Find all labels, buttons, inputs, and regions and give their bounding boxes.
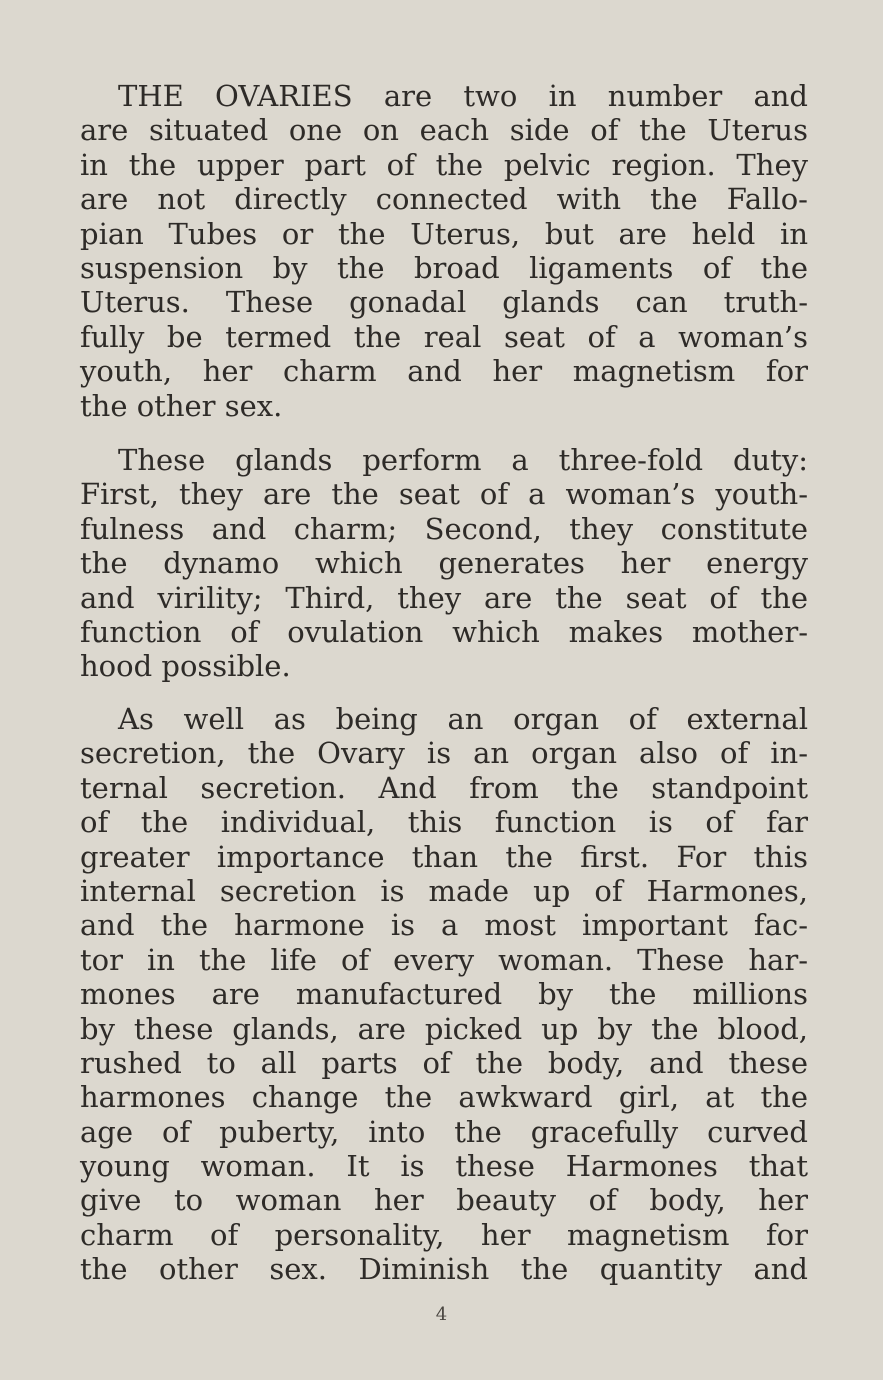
text-line: greater importance than the first. For this — [80, 839, 808, 874]
text-line: Uterus. These gonadal glands can truth- — [80, 285, 808, 320]
text-line: are not directly connected with the Fallo- — [80, 182, 808, 217]
text-line: These glands perform a three-fold duty: — [118, 443, 808, 477]
text-line: of the individual, this function is of far — [80, 805, 808, 840]
paragraph-three-fold-duty — [80, 443, 808, 684]
text-line: internal secretion is made up of Harmones, — [80, 873, 808, 908]
text-line: tor in the life of every woman. These har- — [80, 942, 808, 977]
text-line: the dynamo which generates her energy — [80, 546, 808, 581]
text-line: ternal secretion. And from the standpoint — [80, 770, 808, 805]
text-line: THE OVARIES are two in number and — [118, 79, 808, 113]
text-line: secretion, the Ovary is an organ also of in- — [80, 736, 808, 771]
text-line: and the harmone is a most important fac- — [80, 908, 808, 943]
text-line: charm of personality, her magnetism for — [80, 1217, 808, 1252]
text-line: by these glands, are picked up by the blood, — [80, 1011, 808, 1046]
text-line: fully be termed the real seat of a woman’s — [80, 319, 808, 354]
text-line: hood possible. — [80, 649, 291, 684]
text-line: the other sex. — [80, 388, 283, 423]
text-line: give to woman her beauty of body, her — [80, 1183, 808, 1218]
text-line: pian Tubes or the Uterus, but are held in — [80, 216, 808, 251]
text-line: the other sex. Diminish the quantity and — [80, 1252, 808, 1287]
paragraph-ovaries-intro — [80, 79, 808, 423]
text-line: age of puberty, into the gracefully curved — [80, 1114, 808, 1149]
text-line: As well as being an organ of external — [118, 702, 808, 736]
text-line: young woman. It is these Harmones that — [80, 1149, 808, 1184]
text-line: harmones change the awkward girl, at the — [80, 1080, 808, 1115]
text-line: fulness and charm; Second, they constitute — [80, 511, 808, 546]
paragraph-internal-secretion — [80, 702, 808, 1287]
text-line: suspension by the broad ligaments of the — [80, 250, 808, 285]
text-line: youth, her charm and her magnetism for — [80, 354, 808, 389]
text-line: rushed to all parts of the body, and these — [80, 1045, 808, 1080]
text-line: and virility; Third, they are the seat of the — [80, 580, 808, 615]
text-line: in the upper part of the pelvic region. They — [80, 147, 808, 182]
text-line: function of ovulation which makes mother- — [80, 614, 808, 649]
text-line: First, they are the seat of a woman’s youth- — [80, 477, 808, 512]
page-number: 4 — [435, 1304, 448, 1325]
text-line: mones are manufactured by the millions — [80, 977, 808, 1012]
text-line: are situated one on each side of the Uterus — [80, 113, 808, 148]
